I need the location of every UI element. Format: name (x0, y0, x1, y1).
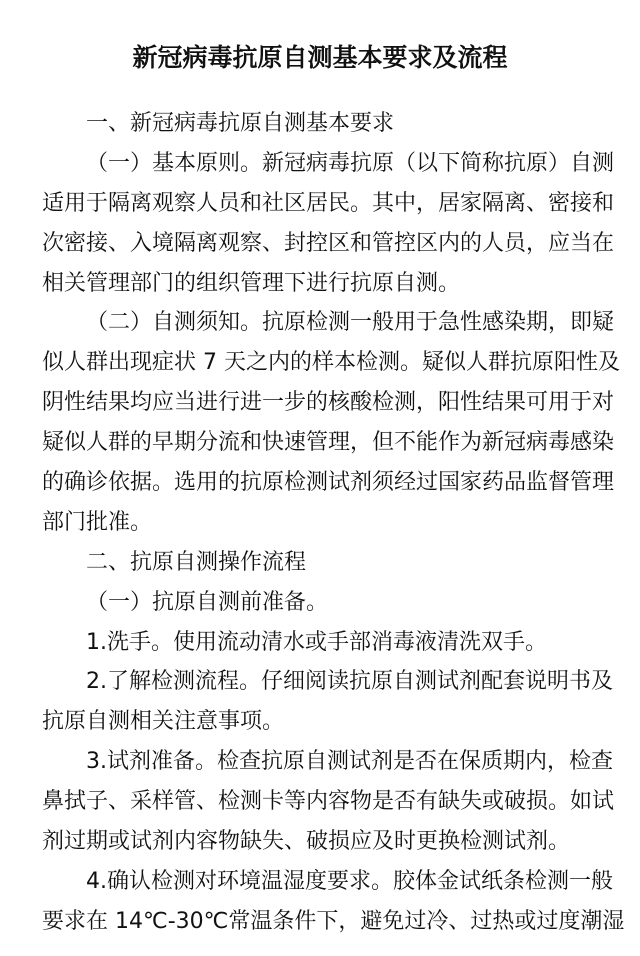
text-line: 次密接、入境隔离观察、封控区和管控区内的人员，应当在 (42, 230, 615, 256)
text-line: （二）自测须知。抗原检测一般用于急性感染期，即疑 (86, 310, 615, 336)
text-line: 剂过期或试剂内容物缺失、破损应及时更换检测试剂。 (42, 829, 571, 855)
text-line: 4.确认检测对环境温湿度要求。胶体金试纸条检测一般 (86, 868, 613, 894)
text-line: 鼻拭子、采样管、检测卡等内容物是否有缺失或破损。如试 (42, 789, 615, 815)
text-line: （一）基本原则。新冠病毒抗原（以下简称抗原）自测 (86, 150, 615, 176)
text-line: 要求在 14℃-30℃常温条件下，避免过冷、过热或过度潮湿 (42, 908, 625, 934)
text-line: 的确诊依据。选用的抗原检测试剂须经过国家药品监督管理 (42, 470, 615, 496)
text-line: 疑似人群的早期分流和快速管理，但不能作为新冠病毒感染 (42, 430, 615, 456)
document-body (42, 104, 625, 942)
text-line: 部门批准。 (42, 509, 153, 535)
text-line: 一、新冠病毒抗原自测基本要求 (86, 111, 395, 136)
text-line: 二、抗原自测操作流程 (86, 549, 307, 575)
text-line: 适用于隔离观察人员和社区居民。其中，居家隔离、密接和 (42, 190, 615, 216)
text-line: 似人群出现症状 7 天之内的样本检测。疑似人群抗原阳性及 (42, 350, 620, 376)
text-line: 相关管理部门的组织管理下进行抗原自测。 (42, 270, 461, 296)
text-line: 阴性结果均应当进行进一步的核酸检测，阳性结果可用于对 (42, 390, 615, 416)
text-line: 抗原自测相关注意事项。 (42, 709, 285, 735)
text-line: 3.试剂准备。检查抗原自测试剂是否在保质期内，检查 (86, 749, 613, 775)
text-line: 2.了解检测流程。仔细阅读抗原自测试剂配套说明书及 (86, 669, 613, 695)
document-title: 新冠病毒抗原自测基本要求及流程 (132, 43, 508, 72)
text-line: 1.洗手。使用流动清水或手部消毒液清洗双手。 (86, 629, 547, 655)
text-line: （一）抗原自测前准备。 (86, 589, 329, 615)
